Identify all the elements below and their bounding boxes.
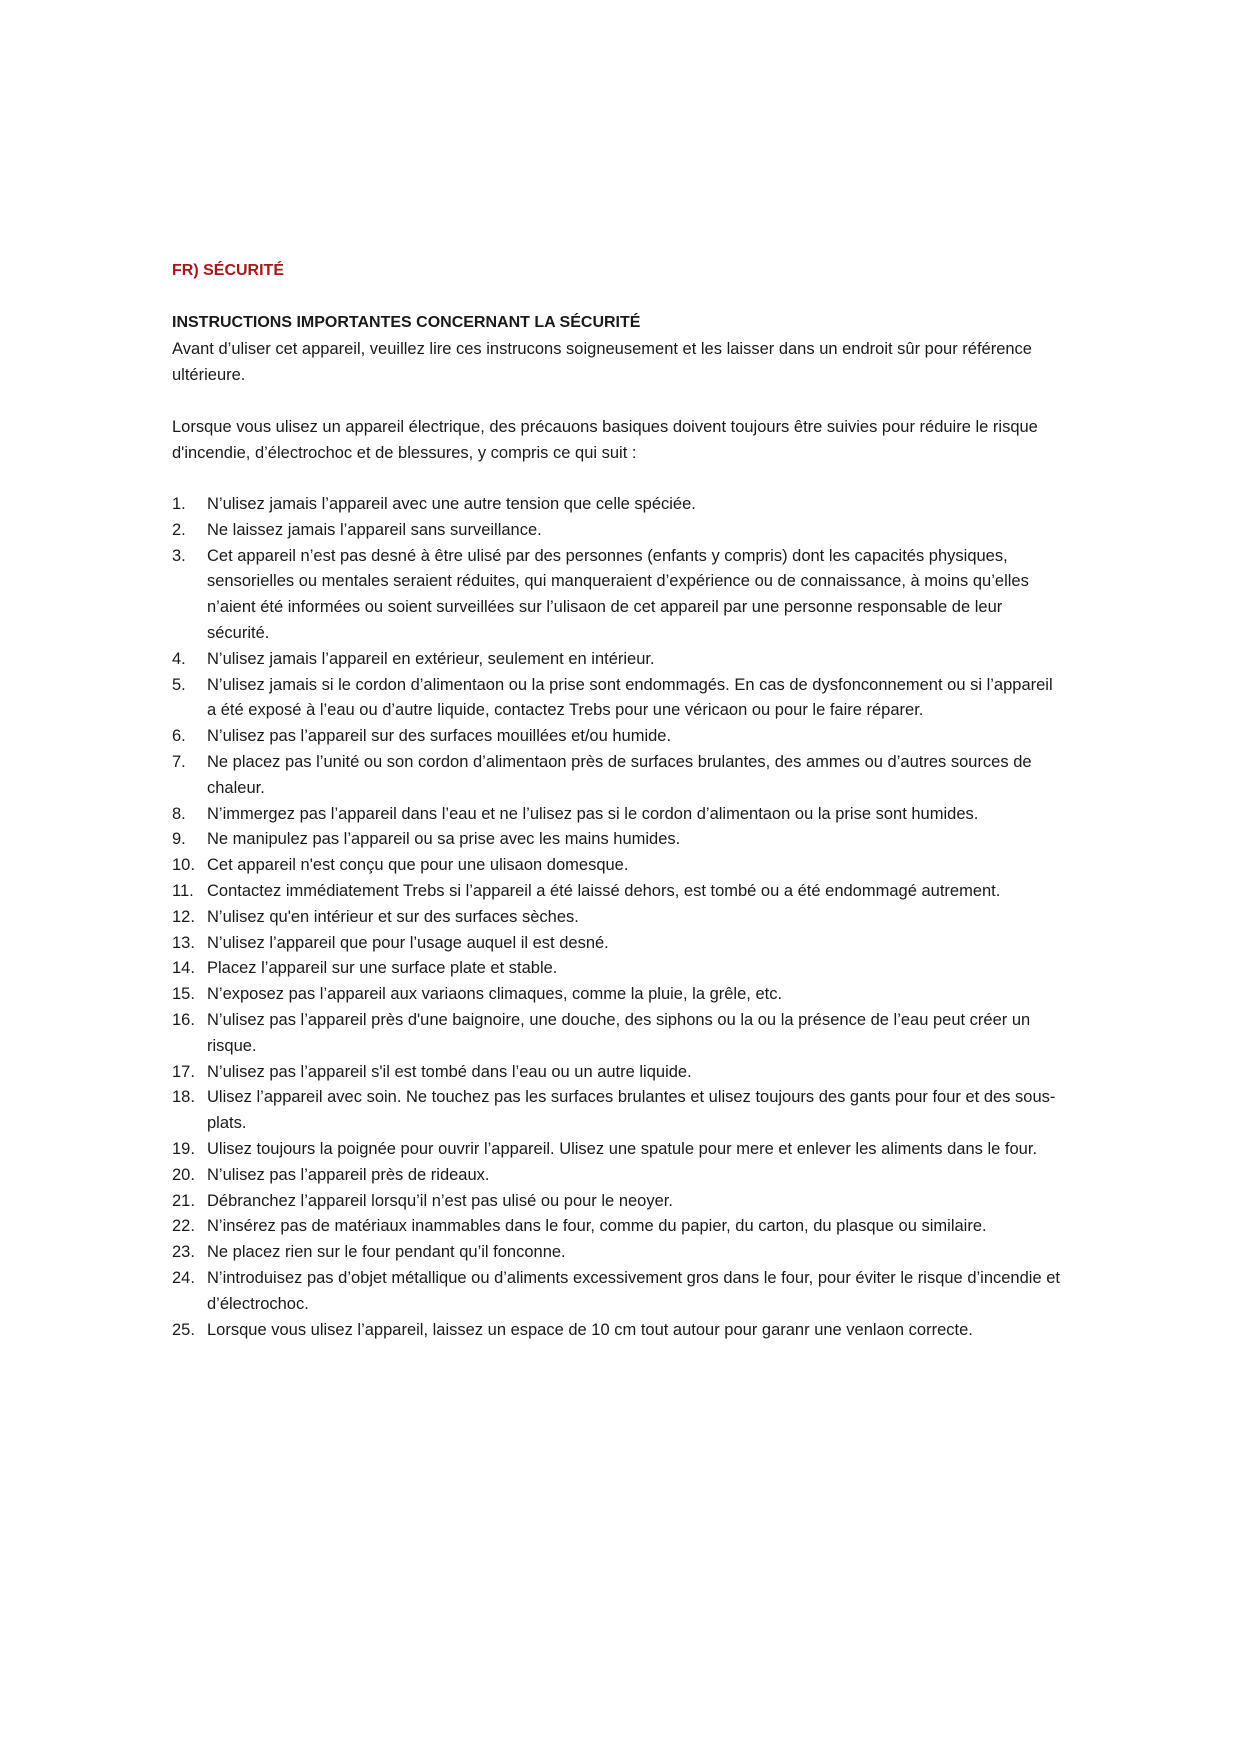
document-page xyxy=(172,258,1062,1343)
rule-number: 25. xyxy=(172,1320,195,1339)
safety-rule-item xyxy=(172,956,1062,982)
rule-text: Lorsque vous ulisez l’appareil, laissez un espace de 10 cm tout autour pour garanr une venlaon correcte. xyxy=(207,1320,973,1339)
safety-rule-item xyxy=(172,647,1062,673)
rule-text: N’immergez pas l’appareil dans l’eau et ne l’ulisez pas si le cordon d’alimentaon ou la prise sont humides. xyxy=(207,804,979,823)
rule-text: Ne laissez jamais l’appareil sans surveillance. xyxy=(207,520,542,539)
safety-rule-item xyxy=(172,1240,1062,1266)
rule-number: 2. xyxy=(172,520,186,539)
safety-rule-item xyxy=(172,1318,1062,1344)
rule-number: 16. xyxy=(172,1010,195,1029)
safety-rule-item xyxy=(172,750,1062,802)
rule-text: N’exposez pas l’appareil aux variaons climaques, comme la pluie, la grêle, etc. xyxy=(207,985,783,1004)
rule-text: N’ulisez jamais l’appareil en extérieur, seulement en intérieur. xyxy=(207,649,655,668)
rule-text: Ulisez toujours la poignée pour ouvrir l’appareil. Ulisez une spatule pour mere et enlever les aliments dans le four. xyxy=(207,1139,1038,1158)
rule-text: Ulisez l’appareil avec soin. Ne touchez pas les surfaces brulantes et ulisez toujours des gants pour four et des sous-plats. xyxy=(207,1088,1056,1133)
rule-number: 14. xyxy=(172,959,195,978)
safety-rule-item xyxy=(172,853,1062,879)
safety-rule-item xyxy=(172,1008,1062,1060)
rule-text: N’ulisez pas l’appareil près d'une baignoire, une douche, des siphons ou la ou la présence de l’eau peut créer un risque. xyxy=(207,1010,1031,1055)
safety-rule-item xyxy=(172,1060,1062,1086)
rule-number: 10. xyxy=(172,856,195,875)
rule-number: 19. xyxy=(172,1139,195,1158)
rule-number: 9. xyxy=(172,830,186,849)
safety-rule-item xyxy=(172,1163,1062,1189)
rule-number: 5. xyxy=(172,675,186,694)
rule-text: Ne manipulez pas l’appareil ou sa prise avec les mains humides. xyxy=(207,830,681,849)
safety-rule-item xyxy=(172,518,1062,544)
rule-text: N’ulisez pas l’appareil s'il est tombé dans l’eau ou un autre liquide. xyxy=(207,1062,692,1081)
safety-rule-item xyxy=(172,1214,1062,1240)
safety-rule-item xyxy=(172,673,1062,725)
safety-rule-item xyxy=(172,982,1062,1008)
safety-rules-list xyxy=(172,492,1062,1343)
rule-number: 11. xyxy=(172,881,194,900)
rule-number: 4. xyxy=(172,649,186,668)
rule-text: N’ulisez l’appareil que pour l’usage auquel il est desné. xyxy=(207,933,609,952)
rule-number: 1. xyxy=(172,495,186,513)
rule-text: N’ulisez pas l’appareil sur des surfaces mouillées et/ou humide. xyxy=(207,727,672,746)
rule-number: 8. xyxy=(172,804,186,823)
rule-text: N’ulisez jamais si le cordon d’alimentaon ou la prise sont endommagés. En cas de dysfonconnement ou si l’appareil a été exposé à l’eau ou d’autre liquide, contactez Trebs pour une véricaon ou pour le faire réparer. xyxy=(207,675,1053,720)
rule-text: N’insérez pas de matériaux inammables dans le four, comme du papier, du carton, du plasque ou similaire. xyxy=(207,1217,987,1236)
rule-number: 15. xyxy=(172,985,195,1004)
rule-number: 12. xyxy=(172,907,195,926)
rule-number: 17. xyxy=(172,1062,195,1081)
precautions-paragraph: Lorsque vous ulisez un appareil électrique, des précauons basiques doivent toujours être suivies pour réduire le risque d'incendie, d’électrochoc et de blessures, y compris ce qui suit : xyxy=(172,418,1038,462)
rule-number: 20. xyxy=(172,1165,195,1184)
rule-number: 24. xyxy=(172,1268,195,1287)
rule-number: 22. xyxy=(172,1217,195,1236)
rule-number: 21. xyxy=(172,1191,195,1210)
safety-rule-item xyxy=(172,1137,1062,1163)
safety-rule-item xyxy=(172,1189,1062,1215)
rule-number: 13. xyxy=(172,933,195,952)
safety-rule-item xyxy=(172,1266,1062,1318)
rule-text: Ne placez rien sur le four pendant qu’il fonconne. xyxy=(207,1243,566,1262)
safety-rule-item xyxy=(172,1085,1062,1137)
rule-text: Cet appareil n'est conçu que pour une ulisaon domesque. xyxy=(207,856,629,875)
safety-rule-item xyxy=(172,802,1062,828)
safety-heading: INSTRUCTIONS IMPORTANTES CONCERNANT LA SÉCURITÉ xyxy=(172,314,641,331)
intro-paragraph: Avant d’uliser cet appareil, veuillez lire ces instrucons soigneusement et les laisser dans un endroit sûr pour référence ultérieure. xyxy=(172,340,1032,384)
rule-text: Cet appareil n’est pas desné à être ulisé par des personnes (enfants y compris) dont les capacités physiques, sensorielles ou mentales seraient réduites, qui manqueraient d’expérience ou de connaissance, à moins qu’elles n’aient été informées ou soient surveillées sur l’ulisaon de cet appareil par une personne responsable de leur sécurité. xyxy=(207,546,1029,642)
rule-text: N’introduisez pas d’objet métallique ou d’aliments excessivement gros dans le four, pour éviter le risque d’incendie et d’électrochoc. xyxy=(207,1268,1060,1313)
rule-text: N’ulisez pas l’appareil près de rideaux. xyxy=(207,1165,490,1184)
section-title: FR) SÉCURITÉ xyxy=(172,262,284,279)
rule-text: N’ulisez qu'en intérieur et sur des surfaces sèches. xyxy=(207,907,579,926)
rule-number: 7. xyxy=(172,752,186,771)
rule-text: Ne placez pas l’unité ou son cordon d’alimentaon près de surfaces brulantes, des ammes ou d’autres sources de chaleur. xyxy=(207,752,1032,797)
safety-rule-item xyxy=(172,905,1062,931)
rule-text: Placez l’appareil sur une surface plate et stable. xyxy=(207,959,558,978)
safety-rule-item xyxy=(172,931,1062,957)
safety-rule-item xyxy=(172,879,1062,905)
rule-text: Débranchez l’appareil lorsqu’il n’est pas ulisé ou pour le neoyer. xyxy=(207,1191,673,1210)
rule-text: N’ulisez jamais l’appareil avec une autre tension que celle spéciée. xyxy=(207,495,696,513)
safety-rule-item xyxy=(172,492,1062,518)
safety-rule-item xyxy=(172,724,1062,750)
safety-rule-item xyxy=(172,827,1062,853)
safety-rule-item xyxy=(172,544,1062,647)
rule-number: 6. xyxy=(172,727,186,746)
rule-text: Contactez immédiatement Trebs si l’appareil a été laissé dehors, est tombé ou a été endommagé autrement. xyxy=(207,881,1001,900)
rule-number: 18. xyxy=(172,1088,195,1107)
rule-number: 3. xyxy=(172,546,186,565)
rule-number: 23. xyxy=(172,1243,195,1262)
